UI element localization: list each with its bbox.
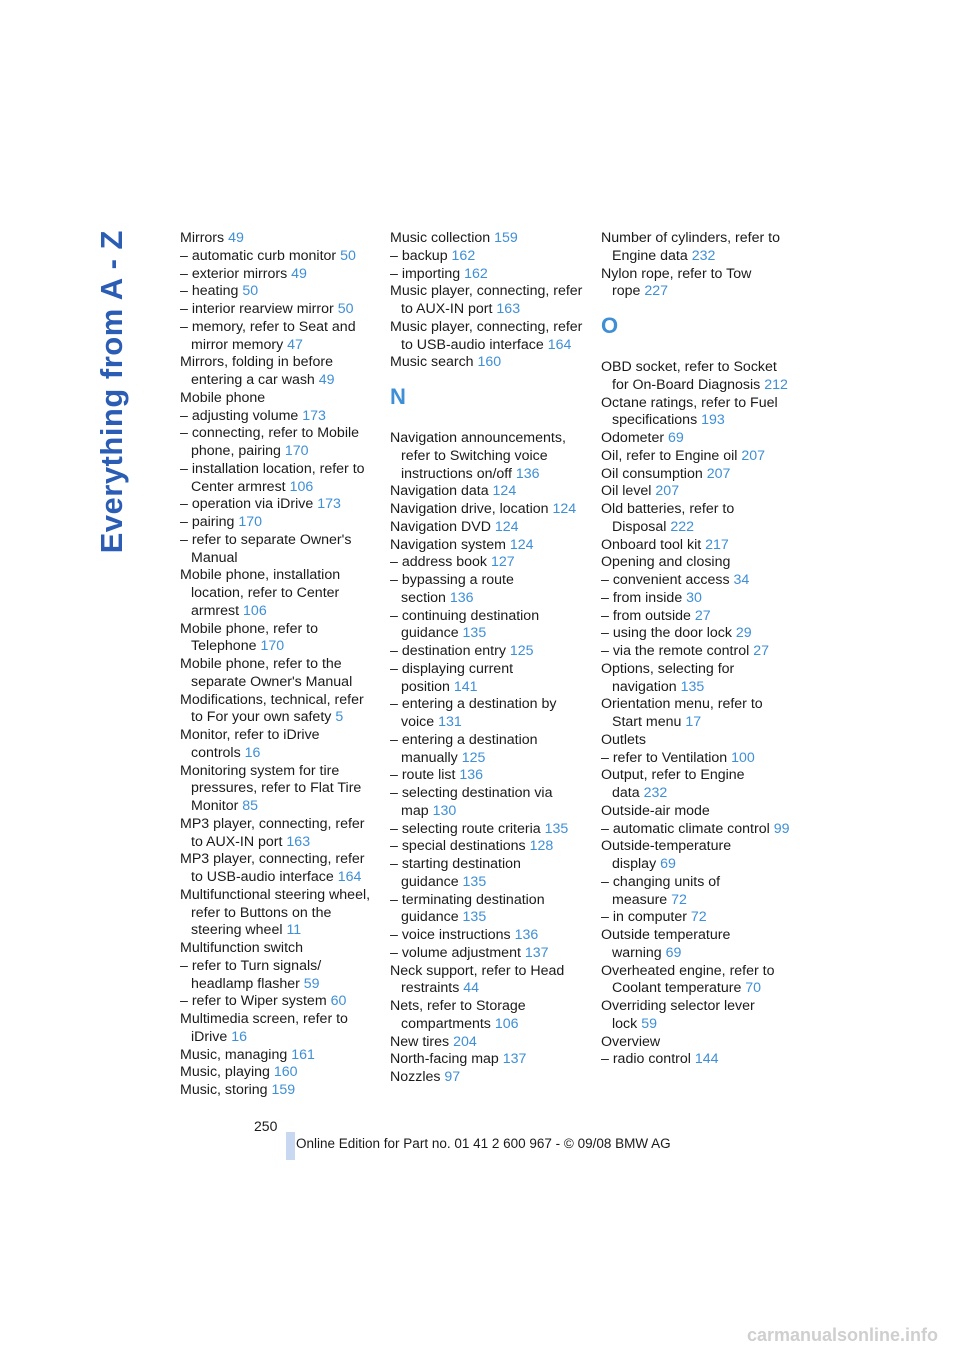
- index-entry: [390, 283, 585, 319]
- page-reference-link[interactable]: 128: [529, 838, 554, 855]
- page-reference-link[interactable]: 144: [694, 1051, 719, 1068]
- index-entry-term: Navigation DVD: [390, 518, 491, 535]
- index-entry: [390, 945, 585, 963]
- page-reference-link[interactable]: 99: [773, 820, 790, 837]
- index-entry-term: Monitor, refer to iDrive controls: [180, 727, 320, 761]
- page-reference-link[interactable]: 97: [444, 1069, 461, 1085]
- index-entry-term: – interior rearview mirror: [180, 301, 334, 317]
- page-reference-link[interactable]: 59: [303, 975, 320, 992]
- index-entry-term: Navigation announcements, refer to Switching voice instructions on/off: [390, 430, 566, 482]
- index-entry-term: – volume adjustment: [390, 944, 521, 961]
- index-entry-term: Mobile phone: [180, 389, 266, 406]
- index-entry: [601, 661, 796, 697]
- page-reference-link[interactable]: 164: [337, 869, 362, 885]
- index-entry: [180, 408, 375, 426]
- index-entry-term: Oil consumption: [601, 465, 703, 482]
- page-reference-link[interactable]: 124: [509, 536, 534, 553]
- page-reference-link[interactable]: 159: [271, 1082, 296, 1098]
- index-entry: [180, 230, 375, 248]
- page-reference-link[interactable]: 49: [228, 230, 244, 246]
- index-entry-term: – installation location, refer to Center armrest: [180, 460, 365, 495]
- index-entry: [180, 301, 375, 319]
- index-entry: [180, 266, 375, 284]
- index-entry: [180, 567, 375, 620]
- page-reference-link[interactable]: 16: [244, 744, 261, 761]
- index-entry-term: Music search: [390, 354, 474, 371]
- index-entry: [601, 430, 796, 448]
- index-entry: [180, 514, 375, 532]
- index-entry: [390, 821, 585, 839]
- index-entry: [390, 767, 585, 785]
- index-entry: [601, 230, 796, 266]
- page-reference-link[interactable]: 160: [273, 1064, 298, 1081]
- index-entry-term: Oil level: [601, 483, 652, 500]
- index-entry-term: Multifunctional steering wheel, refer to Buttons on the steering wheel: [180, 886, 371, 939]
- page-reference-link[interactable]: 227: [644, 283, 669, 300]
- index-entry-term: Music, storing: [180, 1082, 268, 1098]
- page-reference-link[interactable]: 136: [449, 589, 474, 606]
- index-entry: [390, 892, 585, 928]
- index-entry: [390, 785, 585, 821]
- page-reference-link[interactable]: 125: [461, 749, 486, 766]
- index-entry: [601, 750, 796, 768]
- index-entry-term: Mirrors: [180, 230, 225, 246]
- page-reference-link[interactable]: 207: [706, 465, 731, 482]
- page-reference-link[interactable]: 50: [337, 301, 354, 317]
- page-reference-link[interactable]: 85: [242, 798, 259, 814]
- index-entry-term: Music, managing: [180, 1046, 288, 1063]
- index-entry-term: – continuing destination guidance: [390, 607, 540, 642]
- index-entry-term: – displaying current position: [390, 660, 514, 695]
- index-entry-term: Overriding selector lever lock: [601, 998, 755, 1032]
- index-entry-term: Oil, refer to Engine oil: [601, 447, 738, 464]
- index-entry-term: – selecting destination via map: [390, 785, 553, 819]
- index-entry: [601, 483, 796, 501]
- index-entry: [390, 1069, 585, 1087]
- page-reference-link[interactable]: 136: [514, 927, 539, 943]
- index-entry-term: Monitoring system for tire pressures, refer to Flat Tire Monitor: [180, 762, 362, 814]
- index-entry: [601, 1051, 796, 1069]
- page-reference-link[interactable]: 193: [701, 412, 725, 429]
- index-entry-term: Orientation menu, refer to Start menu: [601, 696, 763, 730]
- page-reference-link[interactable]: 125: [509, 643, 534, 659]
- index-entry-term: – via the remote control: [601, 643, 750, 659]
- index-entry: [180, 461, 375, 497]
- index-entry: [180, 532, 375, 568]
- index-entry-term: – refer to Wiper system: [180, 993, 327, 1010]
- index-entry-term: Nylon rope, refer to Tow rope: [601, 265, 752, 300]
- index-entry: [601, 537, 796, 555]
- index-entry-term: – voice instructions: [390, 927, 511, 943]
- page-reference-link[interactable]: 136: [515, 465, 540, 482]
- index-letter-heading: O: [601, 313, 619, 338]
- index-entry: [180, 354, 375, 390]
- index-entry: [180, 692, 375, 728]
- page-reference-link[interactable]: 124: [494, 518, 519, 535]
- index-entry-term: – starting destination guidance: [390, 856, 521, 890]
- index-entry-term: Number of cylinders, refer to Engine data: [601, 230, 780, 264]
- page-reference-link[interactable]: 27: [694, 607, 711, 624]
- index-entry-term: – radio control: [601, 1051, 691, 1068]
- page-reference-link[interactable]: 69: [668, 430, 684, 446]
- index-entry: [180, 656, 375, 692]
- index-entry-term: Nozzles: [390, 1069, 441, 1085]
- index-entry-term: – refer to separate Owner's Manual: [180, 531, 352, 566]
- section-title-vertical: Everything from A - Z: [94, 230, 129, 554]
- index-entry-term: Music, playing: [180, 1064, 270, 1081]
- index-column-1: [180, 230, 375, 1100]
- footer-accent-bar: [286, 1132, 295, 1160]
- index-entry: [601, 554, 796, 572]
- index-entry-term: Neck support, refer to Head restraints: [390, 962, 565, 997]
- index-entry-term: North-facing map: [390, 1051, 499, 1068]
- index-entry-term: – convenient access: [601, 572, 730, 588]
- index-entry: [601, 909, 796, 927]
- index-entry-term: – connecting, refer to Mobile phone, pairing: [180, 425, 360, 459]
- index-entry: [601, 501, 796, 537]
- index-entry-term: – route list: [390, 767, 456, 784]
- page-reference-link[interactable]: 127: [490, 554, 515, 571]
- page-reference-link[interactable]: 47: [287, 336, 303, 353]
- page-reference-link[interactable]: 72: [690, 909, 707, 926]
- index-entry: [180, 425, 375, 461]
- index-entry: [180, 993, 375, 1011]
- index-entry: [390, 537, 585, 555]
- index-entry: [180, 816, 375, 852]
- page-reference-link[interactable]: 163: [286, 833, 311, 850]
- page-reference-link[interactable]: 162: [451, 247, 476, 264]
- page-reference-link[interactable]: 16: [231, 1028, 247, 1045]
- index-entry: [390, 430, 585, 483]
- page-reference-link[interactable]: 50: [340, 247, 356, 264]
- index-entry: [180, 1047, 375, 1065]
- page-reference-link[interactable]: 5: [335, 709, 344, 726]
- index-entry: [390, 1051, 585, 1069]
- index-entry: [390, 319, 585, 355]
- page-reference-link[interactable]: 160: [477, 354, 502, 371]
- index-entry-term: Onboard tool kit: [601, 536, 702, 553]
- index-entry-term: New tires: [390, 1033, 450, 1050]
- index-entry-term: – importing: [390, 265, 461, 282]
- page-reference-link[interactable]: 170: [260, 638, 285, 655]
- page-reference-link[interactable]: 124: [552, 501, 577, 517]
- page-reference-link[interactable]: 173: [317, 496, 341, 513]
- index-entry: [180, 1082, 375, 1100]
- index-entry-term: Old batteries, refer to Disposal: [601, 501, 735, 535]
- index-entry-term: – backup: [390, 247, 448, 264]
- index-entry: [390, 696, 585, 732]
- index-entry-term: OBD socket, refer to Socket for On-Board Diagnosis: [601, 359, 777, 393]
- page-reference-link[interactable]: 135: [462, 873, 487, 890]
- index-column-3: [601, 230, 796, 1069]
- page-reference-link[interactable]: 69: [660, 856, 676, 872]
- index-entry: [601, 821, 796, 839]
- index-entry: [390, 963, 585, 999]
- page-reference-link[interactable]: 60: [330, 993, 347, 1010]
- index-entry: [180, 1064, 375, 1082]
- index-entry-term: – special destinations: [390, 838, 526, 855]
- index-entry-term: – in computer: [601, 909, 687, 926]
- index-entry: [390, 927, 585, 945]
- index-entry: [601, 466, 796, 484]
- index-entry-term: – terminating destination guidance: [390, 891, 545, 926]
- page-reference-link[interactable]: 135: [462, 625, 487, 642]
- page-reference-link[interactable]: 212: [764, 376, 788, 393]
- index-entry: [601, 448, 796, 466]
- footer-edition-note: Online Edition for Part no. 01 41 2 600 967 - © 09/08 BMW AG: [296, 1136, 671, 1151]
- index-entry: [180, 727, 375, 763]
- index-entry-term: – from outside: [601, 607, 691, 624]
- page-reference-link[interactable]: 173: [302, 407, 326, 424]
- index-entry-term: Mobile phone, refer to the separate Owner's Manual: [180, 656, 353, 690]
- index-entry-term: – bypassing a route section: [390, 572, 514, 606]
- index-entry: [601, 590, 796, 608]
- index-entry-term: Multifunction switch: [180, 940, 304, 956]
- index-entry: [390, 554, 585, 572]
- index-entry: [180, 283, 375, 301]
- page-reference-link[interactable]: 136: [459, 767, 484, 784]
- index-entry: [180, 851, 375, 887]
- index-entry: [601, 266, 796, 302]
- index-entry-term: Mobile phone, refer to Telephone: [180, 620, 319, 655]
- index-entry-term: Music player, connecting, refer to USB-audio interface: [390, 318, 583, 353]
- index-entry-term: MP3 player, connecting, refer to USB-audio interface: [180, 851, 365, 885]
- index-entry: [601, 803, 796, 821]
- page-reference-link[interactable]: 49: [291, 265, 307, 282]
- page-reference-link[interactable]: 106: [243, 602, 267, 619]
- index-entry: [390, 643, 585, 661]
- page-reference-link[interactable]: 207: [655, 483, 680, 500]
- index-column-2: [390, 230, 585, 1087]
- index-entry: [180, 319, 375, 355]
- index-entry: [390, 230, 585, 248]
- index-entry-term: Outside-temperature display: [601, 838, 732, 872]
- page-reference-link[interactable]: 232: [691, 247, 716, 264]
- page-reference-link[interactable]: 59: [641, 1015, 657, 1032]
- index-entry: [390, 608, 585, 644]
- index-entry: [390, 732, 585, 768]
- page-reference-link[interactable]: 217: [705, 536, 729, 553]
- index-entry: [601, 1034, 796, 1052]
- index-entry: [601, 767, 796, 803]
- page-reference-link[interactable]: 163: [496, 301, 521, 317]
- index-entry-term: – changing units of measure: [601, 873, 721, 908]
- index-entry-term: Music collection: [390, 230, 491, 246]
- index-entry: [601, 696, 796, 732]
- index-entry-term: – memory, refer to Seat and mirror memory: [180, 318, 356, 353]
- index-entry-term: – address book: [390, 554, 488, 571]
- index-entry-term: Mobile phone, installation location, refer to Center armrest: [180, 567, 341, 619]
- index-entry: [390, 856, 585, 892]
- page-reference-link[interactable]: 137: [502, 1051, 527, 1068]
- index-entry: [601, 395, 796, 431]
- page-reference-link[interactable]: 141: [453, 678, 478, 695]
- page-reference-link[interactable]: 164: [547, 336, 572, 353]
- index-entry-term: – refer to Turn signals/ headlamp flasher: [180, 957, 322, 992]
- index-entry-term: – automatic climate control: [601, 820, 770, 837]
- index-entry-term: Overview: [601, 1033, 661, 1050]
- index-entry-term: – pairing: [180, 514, 235, 530]
- page-reference-link[interactable]: 159: [494, 230, 518, 246]
- watermark: carmanualsonline.info: [746, 1325, 938, 1345]
- index-entry-term: Modifications, technical, refer to For your own safety: [180, 691, 364, 726]
- index-entry-term: Multimedia screen, refer to iDrive: [180, 1011, 348, 1045]
- page-reference-link[interactable]: 69: [665, 944, 682, 961]
- page-reference-link[interactable]: 11: [286, 922, 302, 939]
- index-entry-term: Nets, refer to Storage compartments: [390, 998, 526, 1032]
- page-reference-link[interactable]: 135: [680, 678, 705, 695]
- page-reference-link[interactable]: 27: [753, 643, 769, 659]
- index-entry-term: Music player, connecting, refer to AUX-IN port: [390, 283, 583, 317]
- index-entry-term: – automatic curb monitor: [180, 247, 337, 264]
- page-reference-link[interactable]: 131: [438, 714, 462, 730]
- index-entry: [601, 572, 796, 590]
- index-entry: [601, 625, 796, 643]
- index-entry-term: Opening and closing: [601, 554, 731, 571]
- index-entry: [390, 483, 585, 501]
- index-entry: [180, 1011, 375, 1047]
- index-entry: [390, 838, 585, 856]
- index-entry-term: – entering a destination by voice: [390, 696, 557, 730]
- index-entry: [180, 887, 375, 940]
- page-reference-link[interactable]: 44: [463, 980, 480, 997]
- index-entry-term: – heating: [180, 283, 239, 300]
- index-entry: [601, 359, 796, 395]
- page-reference-link[interactable]: 100: [731, 749, 755, 766]
- index-entry-term: Options, selecting for navigation: [601, 660, 735, 695]
- index-entry: [390, 998, 585, 1034]
- page-reference-link[interactable]: 30: [686, 589, 702, 606]
- page-reference-link[interactable]: 170: [238, 514, 263, 530]
- index-entry: [601, 643, 796, 661]
- page-reference-link[interactable]: 106: [494, 1015, 519, 1032]
- page-reference-link[interactable]: 161: [291, 1046, 315, 1063]
- index-entry: [180, 496, 375, 514]
- index-entry-term: Mirrors, folding in before entering a car wash: [180, 354, 333, 388]
- index-entry-term: – operation via iDrive: [180, 496, 314, 513]
- index-entry-term: – exterior mirrors: [180, 265, 288, 282]
- index-entry: [180, 763, 375, 816]
- index-entry-term: – adjusting volume: [180, 407, 299, 424]
- index-entry: [601, 927, 796, 963]
- page-number: 250: [254, 1118, 278, 1134]
- index-entry-term: Outside-air mode: [601, 802, 710, 819]
- index-entry: [390, 661, 585, 697]
- page-reference-link[interactable]: 49: [318, 372, 335, 388]
- page-reference-link[interactable]: 34: [733, 572, 750, 588]
- page-reference-link[interactable]: 72: [671, 891, 687, 908]
- index-entry: [180, 248, 375, 266]
- index-entry-term: Navigation data: [390, 483, 489, 500]
- index-entry: [390, 1034, 585, 1052]
- index-entry-term: Output, refer to Engine data: [601, 767, 745, 801]
- index-entry: [180, 958, 375, 994]
- index-entry: [390, 266, 585, 284]
- index-entry: [180, 390, 375, 408]
- page-reference-link[interactable]: 222: [670, 518, 695, 535]
- index-entry: [601, 874, 796, 910]
- index-entry: [601, 998, 796, 1034]
- index-entry-term: Outside temperature warning: [601, 927, 731, 961]
- page-reference-link[interactable]: 50: [242, 283, 259, 300]
- index-entry: [390, 354, 585, 372]
- page-reference-link[interactable]: 70: [745, 980, 762, 997]
- index-entry-term: – selecting route criteria: [390, 820, 541, 837]
- page-reference-link[interactable]: 170: [284, 443, 309, 459]
- page-reference-link[interactable]: 29: [735, 625, 752, 642]
- index-entry-term: – using the door lock: [601, 625, 732, 642]
- page-reference-link[interactable]: 162: [464, 265, 488, 282]
- page-reference-link[interactable]: 207: [741, 447, 766, 464]
- index-entry: [180, 621, 375, 657]
- index-letter-heading: N: [390, 384, 406, 409]
- page-reference-link[interactable]: 137: [524, 944, 549, 961]
- page-reference-link[interactable]: 124: [492, 483, 517, 500]
- index-entry: [180, 940, 375, 958]
- index-entry: [390, 519, 585, 537]
- index-entry: [601, 608, 796, 626]
- index-entry-term: MP3 player, connecting, refer to AUX-IN port: [180, 815, 365, 850]
- index-entry: [390, 248, 585, 266]
- index-entry-term: Octane ratings, refer to Fuel specifications: [601, 394, 778, 429]
- index-entry-term: – from inside: [601, 589, 683, 606]
- index-entry: [601, 963, 796, 999]
- index-entry-term: Navigation drive, location: [390, 501, 549, 517]
- index-entry-term: – entering a destination manually: [390, 731, 538, 766]
- page-reference-link[interactable]: 204: [453, 1033, 477, 1050]
- index-entry-term: – destination entry: [390, 643, 506, 659]
- page-reference-link[interactable]: 106: [289, 478, 314, 495]
- index-entry-term: – refer to Ventilation: [601, 749, 728, 766]
- index-entry: [390, 501, 585, 519]
- index-entry: [601, 838, 796, 874]
- index-entry-term: Outlets: [601, 731, 646, 748]
- page-reference-link[interactable]: 232: [643, 785, 668, 801]
- page-reference-link[interactable]: 135: [544, 820, 569, 837]
- page-reference-link[interactable]: 135: [462, 909, 487, 926]
- page-reference-link[interactable]: 17: [685, 714, 702, 730]
- page-reference-link[interactable]: 130: [432, 802, 457, 819]
- index-entry: [390, 572, 585, 608]
- index-entry-term: Navigation system: [390, 536, 506, 553]
- index-entry-term: Overheated engine, refer to Coolant temperature: [601, 962, 775, 997]
- index-entry-term: Odometer: [601, 430, 665, 446]
- index-entry: [601, 732, 796, 750]
